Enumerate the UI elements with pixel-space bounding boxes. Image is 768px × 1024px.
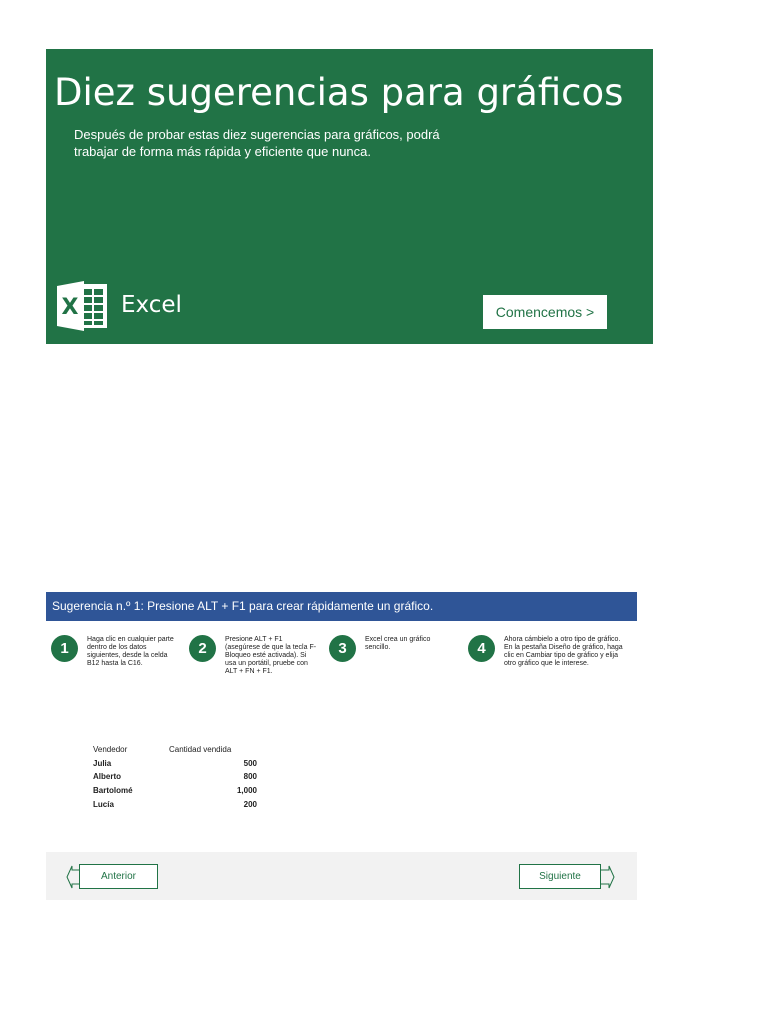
step-number-badge: 2: [189, 635, 216, 662]
hero-banner: [46, 49, 653, 344]
tip-header: Sugerencia n.º 1: Presione ALT + F1 para crear rápidamente un gráfico.: [46, 592, 637, 621]
step-text: Presione ALT + F1 (asegúrese de que la tecla F-Bloqueo esté activada). Si usa un portátil, pruebe con ALT + FN + F1.: [225, 636, 317, 675]
table-cell[interactable]: Lucía: [93, 799, 114, 809]
page-title: Diez sugerencias para gráficos: [54, 71, 624, 114]
column-header[interactable]: Cantidad vendida: [169, 745, 232, 755]
table-row: [93, 784, 257, 798]
step-number-badge: 1: [51, 635, 78, 662]
table-cell[interactable]: 800: [243, 772, 257, 782]
navigation-bar: [46, 852, 637, 900]
svg-text:X: X: [61, 295, 79, 320]
arrow-right-icon[interactable]: [599, 865, 615, 889]
table-cell[interactable]: Alberto: [93, 772, 121, 782]
excel-logo-icon: [57, 280, 109, 332]
table-cell[interactable]: Bartolomé: [93, 786, 133, 796]
sales-table: [93, 743, 257, 811]
step-number-badge: 3: [329, 635, 356, 662]
step-text: Haga clic en cualquier parte dentro de los datos siguientes, desde la celda B12 hasta la C16.: [87, 636, 174, 667]
table-row: [93, 797, 257, 811]
step-text: Excel crea un gráfico sencillo.: [365, 636, 431, 651]
table-cell[interactable]: 500: [243, 758, 257, 768]
hero-subtitle: Después de probar estas diez sugerencias para gráficos, podrá trabajar de forma más rápida y eficiente que nunca.: [74, 127, 440, 159]
table-cell[interactable]: 1,000: [236, 786, 257, 796]
table-header-row: [93, 743, 257, 757]
table-cell[interactable]: 200: [243, 799, 257, 809]
step-text: Ahora cámbielo a otro tipo de gráfico. En la pestaña Diseño de gráfico, haga clic en Cambiar tipo de gráfico y elija otro gráfico que le interese.: [504, 636, 623, 667]
next-button[interactable]: Siguiente: [519, 864, 601, 889]
table-cell[interactable]: Julia: [93, 758, 112, 768]
previous-button[interactable]: Anterior: [79, 864, 158, 889]
column-header[interactable]: Vendedor: [93, 745, 128, 755]
start-button[interactable]: Comencemos >: [483, 295, 607, 329]
step-number-badge: 4: [468, 635, 495, 662]
table-row: [93, 770, 257, 784]
app-name: Excel: [121, 292, 182, 318]
table-row: [93, 757, 257, 771]
